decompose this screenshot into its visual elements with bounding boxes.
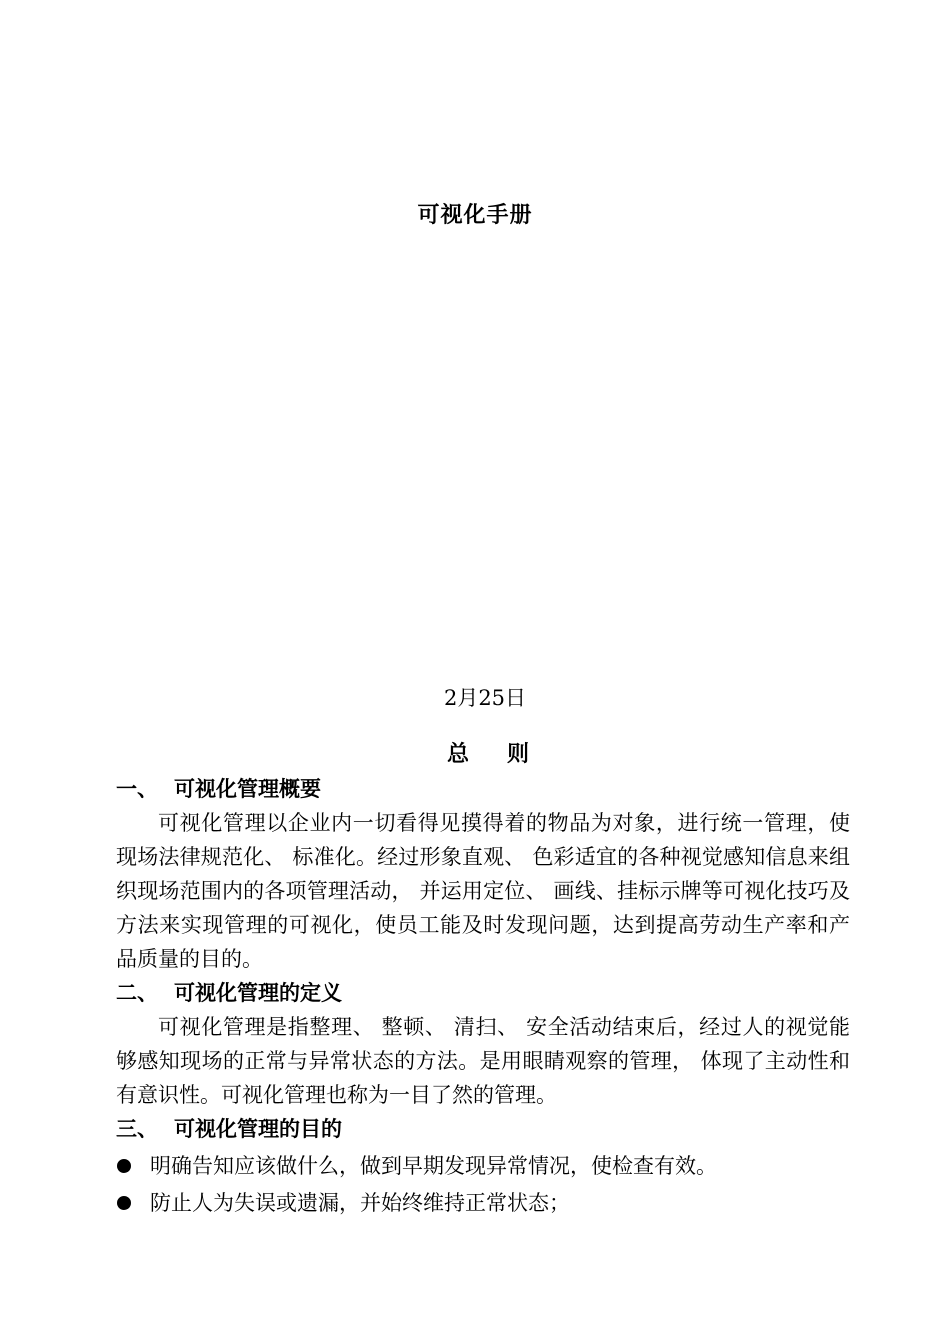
- general-heading-right: 则: [507, 742, 530, 767]
- section-heading-purpose: [116, 1112, 850, 1146]
- section-heading-overview: [116, 772, 850, 806]
- section-paragraph-definition: 可视化管理是指整理、 整顿、 清扫、 安全活动结束后，经过人的视觉能够感知现场的正常与异常状态的方法。是用眼睛观察的管理， 体现了主动性和有意识性。可视化管理也称为一目了然的管理。: [116, 1015, 850, 1107]
- general-principles-heading: [126, 738, 850, 772]
- general-heading-left: 总: [446, 742, 469, 767]
- bullet-dot-icon: [117, 1196, 131, 1210]
- document-title: 可视化手册: [417, 203, 533, 228]
- section-paragraph-overview: 可视化管理以企业内一切看得见摸得着的物品为对象，进行统一管理，使现场法律规范化、 标准化。经过形象直观、 色彩适宜的各种视觉感知信息来组织现场范围内的各项管理活动， 并运用定位、 画线、挂标示牌等可视化技巧及方法来实现管理的可视化，使员工能及时发现问题，达到提高劳动生产率和产品质量的目的。: [116, 811, 850, 971]
- section-number: 一、: [116, 777, 158, 801]
- list-item-text: 明确告知应该做什么，做到早期发现异常情况，使检查有效。: [150, 1154, 717, 1178]
- list-item-text: 防止人为失误或遗漏，并始终维持正常状态；: [150, 1191, 570, 1215]
- section-heading-definition: [116, 976, 850, 1010]
- section-title: 可视化管理的定义: [174, 981, 342, 1005]
- section-number: 三、: [116, 1117, 158, 1141]
- section-number: 二、: [116, 981, 158, 1005]
- list-item: [116, 1149, 850, 1183]
- section-title: 可视化管理概要: [174, 777, 321, 801]
- list-item: [116, 1186, 850, 1220]
- bullet-dot-icon: [117, 1159, 131, 1173]
- document-date: 2月25日: [443, 686, 527, 710]
- section-title: 可视化管理的目的: [174, 1117, 342, 1141]
- document-body: [116, 738, 850, 1220]
